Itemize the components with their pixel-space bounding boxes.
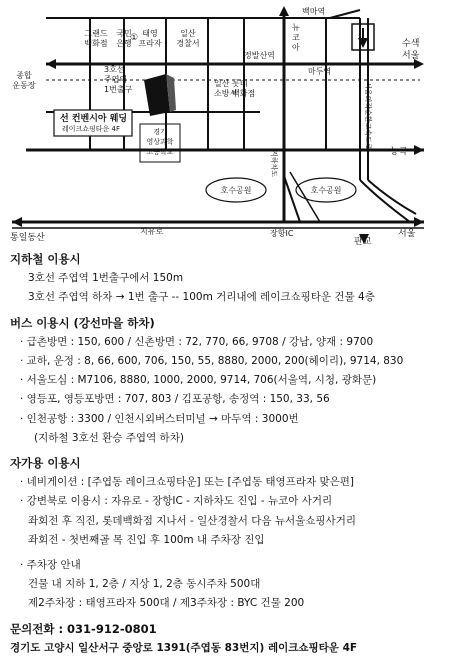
bus-line-5: · 인천공항 : 3300 / 인천시외버스터미널 → 마두역 : 3000번: [20, 412, 299, 425]
car-heading: 자가용 이용시: [10, 456, 81, 471]
label-station: 주엽역: [104, 75, 128, 84]
label-suseo: 수색 서울: [402, 39, 420, 61]
venue-building-icon: [144, 74, 170, 116]
arrow-left-main: [46, 59, 56, 69]
parking-line-2: 제2주차장 : 태영프라자 500대 / 제3주차장 : BYC 건물 200: [28, 597, 305, 610]
label-jiyuro: 지유로: [140, 227, 164, 236]
car-line-3: 좌회전 후 직진, 롯데백화점 지나서 - 일산경찰서 다음 뉴서울쇼핑사거리: [28, 514, 356, 527]
bus-line-3: · 서울도심 : M7106, 8880, 1000, 2000, 9714, 706(서울역, 시청, 광화문): [20, 374, 377, 387]
arrow-right-mid: [414, 145, 424, 155]
label-janghang: 장항IC: [270, 229, 294, 238]
label-pangyo: 판교: [354, 237, 372, 246]
bus-line-1: · 급촌방면 : 150, 600 / 신촌방면 : 72, 770, 66, 9708 / 강남, 양재 : 9700: [20, 335, 374, 348]
bus-line-4: · 영등포, 영등포방면 : 707, 803 / 김포공항, 송정역 : 150, 33, 56: [20, 393, 330, 406]
label-lake2: 호수공원: [310, 186, 342, 195]
arrow-left-bottom: [12, 217, 22, 227]
label-kookmin: 국민 은행: [116, 29, 132, 48]
label-madu: 마두역: [308, 67, 332, 76]
label-seoul-bottom: 서울: [398, 229, 416, 239]
label-jihacha: 지하차도: [270, 150, 278, 178]
label-jeongbal: 정발산역: [244, 51, 275, 60]
label-neunggok: 능곡: [390, 147, 408, 157]
label-exit: 1번출구: [104, 85, 133, 94]
car-line-1: · 네비게이션 : [주엽동 레이크쇼핑타운] 또는 [주엽동 태영프라자 맞은편]: [20, 476, 354, 489]
label-terminal: 종합 운동장: [12, 71, 36, 90]
label-taeyoung: 태영 프라자: [138, 29, 162, 48]
label-fire: 일산 소방서: [214, 79, 238, 98]
car-line-4: 좌회전 - 첫번째골 목 진입 후 100m 내 주차장 진입: [28, 533, 265, 546]
arrow-up-baekma: [279, 6, 289, 16]
ring-road-curve: [360, 180, 410, 222]
label-station-line: 3호선: [104, 65, 125, 74]
label-school: 경기 영상과학 고등학교: [146, 128, 174, 156]
label-lotte: 롯데 백화점: [232, 79, 256, 98]
label-lake1: 호수공원: [220, 186, 252, 195]
parking-line-1: 건물 내 지하 1, 2층 / 지상 1, 2층 동시주차 500대: [28, 578, 261, 591]
venue-title: 선 컨벤시아 웨딩: [60, 114, 128, 124]
road-diag-top: [330, 10, 360, 18]
venue-sub: 레이크쇼핑타운 4F: [62, 125, 121, 133]
parking-heading: · 주차장 안내: [20, 559, 81, 572]
bus-heading: 버스 이용시 (강선마을 하차): [10, 315, 155, 330]
label-tongil: 통일동산: [10, 233, 45, 243]
label-grand: 그랜드 백화점: [84, 29, 108, 48]
label-police: 일산 경찰서: [176, 29, 200, 48]
arrow-right-bottom: [414, 217, 424, 227]
bus-line-2: · 교하, 운정 : 8, 66, 600, 706, 150, 55, 8880, 2000, 200(헤이리), 9714, 830: [20, 355, 404, 368]
directions-info: [0, 246, 458, 658]
label-newcore: 뉴 코 아: [292, 23, 300, 52]
bus-line-6: (지하철 3호선 환승 주엽역 하차): [34, 431, 184, 444]
contact-phone: 문의전화 : 031-912-0801: [10, 621, 157, 636]
subway-line-1: 3호선 주엽역 1번출구에서 150m: [28, 272, 184, 285]
label-baekma: 백마역: [302, 7, 326, 16]
label-seoul-ring: 서울외곽순환고속도로: [364, 82, 372, 150]
address: 경기도 고양시 일산서구 중앙로 1391(주엽동 83번지) 레이크쇼핑타운 4F: [10, 641, 358, 654]
road-diag-ic: [284, 176, 300, 222]
car-line-2: · 강변북로 이용시 : 자유로 - 장항IC - 지하차도 진입 - 뉴코아 사거리: [20, 495, 333, 508]
location-map: [0, 0, 458, 246]
label-circle-num: ①: [130, 33, 139, 43]
road-diag-ic-2: [290, 172, 320, 222]
subway-heading: 지하철 이용시: [10, 252, 81, 266]
subway-line-2: 3호선 주엽역 하차 → 1번 출구 -- 100m 거리내에 레이크쇼핑타운 건물 4층: [28, 291, 375, 304]
